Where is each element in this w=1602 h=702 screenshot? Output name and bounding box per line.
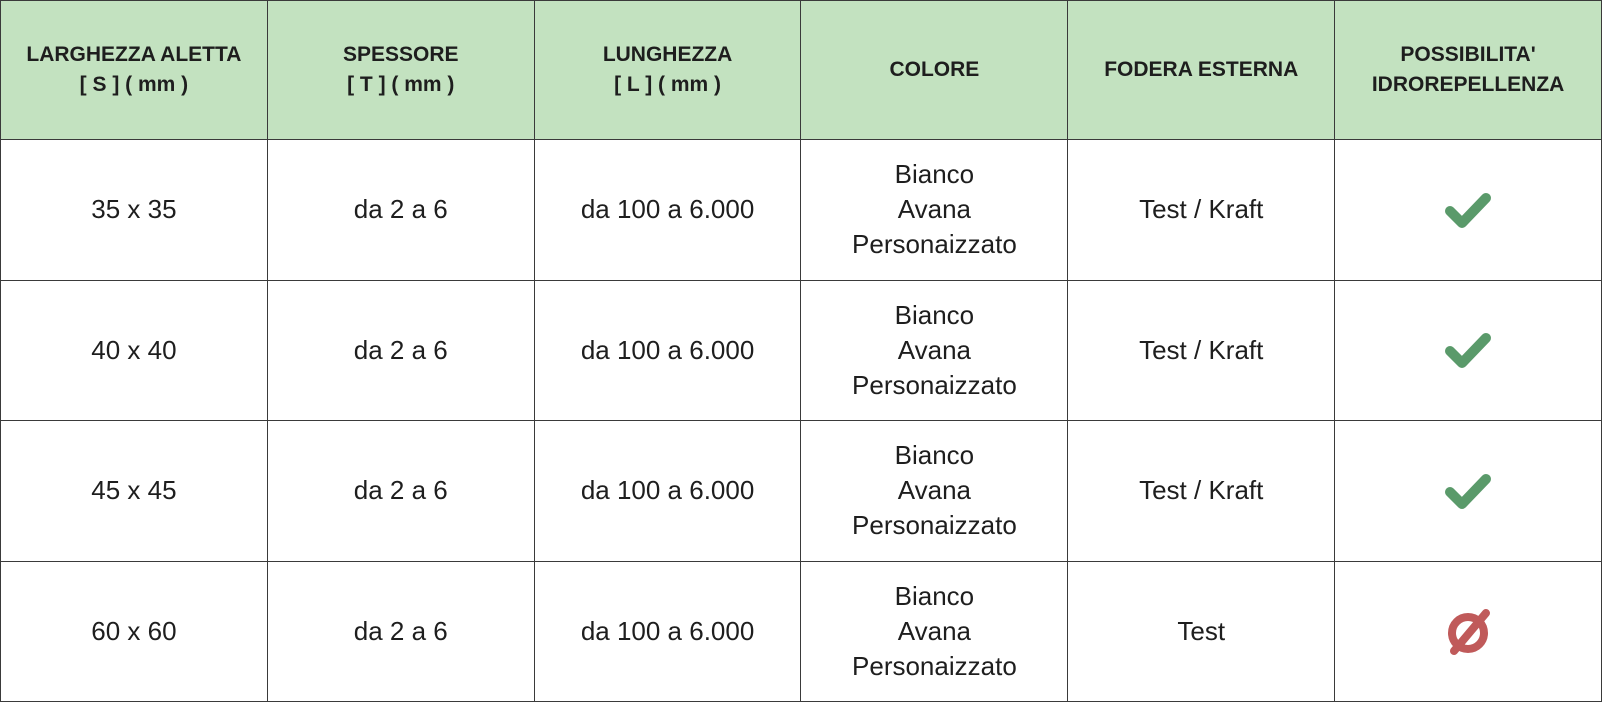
table-row bbox=[1, 561, 1602, 702]
check-icon bbox=[1441, 323, 1495, 377]
cell-colore: Bianco Avana Personaizzato bbox=[801, 561, 1068, 702]
cell-lunghezza: da 100 a 6.000 bbox=[534, 280, 801, 421]
header-lunghezza: LUNGHEZZA [ L ] ( mm ) bbox=[534, 1, 801, 140]
cell-larghezza: 45 x 45 bbox=[1, 421, 268, 562]
cell-colore: Bianco Avana Personaizzato bbox=[801, 421, 1068, 562]
header-fodera-esterna: FODERA ESTERNA bbox=[1068, 1, 1335, 140]
cell-spessore: da 2 a 6 bbox=[267, 140, 534, 281]
cell-fodera: Test / Kraft bbox=[1068, 421, 1335, 562]
header-larghezza: LARGHEZZA ALETTA [ S ] ( mm ) bbox=[1, 1, 268, 140]
cell-fodera: Test / Kraft bbox=[1068, 140, 1335, 281]
check-icon bbox=[1441, 183, 1495, 237]
header-idrorepellenza: POSSIBILITA' IDROREPELLENZA bbox=[1335, 1, 1602, 140]
cell-larghezza: 40 x 40 bbox=[1, 280, 268, 421]
cell-larghezza: 35 x 35 bbox=[1, 140, 268, 281]
table-row bbox=[1, 421, 1602, 562]
cell-fodera: Test / Kraft bbox=[1068, 280, 1335, 421]
cell-spessore: da 2 a 6 bbox=[267, 280, 534, 421]
cell-spessore: da 2 a 6 bbox=[267, 561, 534, 702]
cell-idrorepellenza bbox=[1335, 561, 1602, 702]
header-spessore: SPESSORE [ T ] ( mm ) bbox=[267, 1, 534, 140]
cell-larghezza: 60 x 60 bbox=[1, 561, 268, 702]
check-icon bbox=[1441, 464, 1495, 518]
cell-idrorepellenza bbox=[1335, 280, 1602, 421]
header-colore: COLORE bbox=[801, 1, 1068, 140]
cell-lunghezza: da 100 a 6.000 bbox=[534, 140, 801, 281]
table-row bbox=[1, 140, 1602, 281]
table-row bbox=[1, 280, 1602, 421]
cell-spessore: da 2 a 6 bbox=[267, 421, 534, 562]
cell-lunghezza: da 100 a 6.000 bbox=[534, 561, 801, 702]
header-row bbox=[1, 1, 1602, 140]
cell-colore: Bianco Avana Personaizzato bbox=[801, 280, 1068, 421]
cell-colore: Bianco Avana Personaizzato bbox=[801, 140, 1068, 281]
no-symbol-icon bbox=[1441, 604, 1495, 658]
cell-fodera: Test bbox=[1068, 561, 1335, 702]
cell-idrorepellenza bbox=[1335, 140, 1602, 281]
cell-lunghezza: da 100 a 6.000 bbox=[534, 421, 801, 562]
cell-idrorepellenza bbox=[1335, 421, 1602, 562]
